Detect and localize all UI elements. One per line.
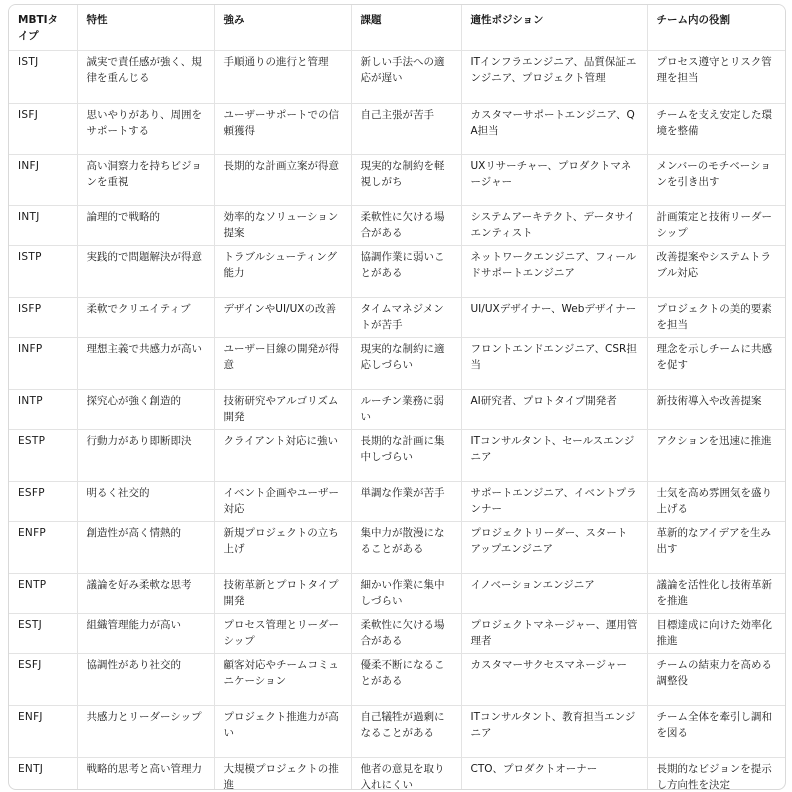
cell-team-role: プロジェクトの美的要素を担当: [647, 298, 785, 338]
cell-position: AI研究者、プロトタイプ開発者: [461, 390, 647, 430]
cell-mbti-type: ISFP: [9, 298, 77, 338]
table-header-row: [9, 5, 785, 51]
cell-trait: 理想主義で共感力が高い: [77, 338, 214, 390]
cell-mbti-type: ENFJ: [9, 706, 77, 758]
cell-position: システムアーキテクト、データサイエンティスト: [461, 206, 647, 246]
cell-position: ITインフラエンジニア、品質保証エンジニア、プロジェクト管理: [461, 51, 647, 104]
cell-challenge: 柔軟性に欠ける場合がある: [351, 206, 461, 246]
cell-trait: 戦略的思考と高い管理力: [77, 758, 214, 791]
cell-team-role: チーム全体を牽引し調和を図る: [647, 706, 785, 758]
cell-mbti-type: INTJ: [9, 206, 77, 246]
cell-team-role: チームを支え安定した環境を整備: [647, 104, 785, 155]
cell-strength: 長期的な計画立案が得意: [214, 155, 351, 206]
table-row: [9, 482, 785, 522]
cell-trait: 創造性が高く情熱的: [77, 522, 214, 574]
cell-position: プロジェクトリーダー、スタートアップエンジニア: [461, 522, 647, 574]
cell-strength: プロジェクト推進力が高い: [214, 706, 351, 758]
cell-challenge: 柔軟性に欠ける場合がある: [351, 614, 461, 654]
table-row: [9, 51, 785, 104]
cell-challenge: 現実的な制約を軽視しがち: [351, 155, 461, 206]
table-row: [9, 758, 785, 791]
cell-strength: ユーザー目線の開発が得意: [214, 338, 351, 390]
cell-challenge: 協調作業に弱いことがある: [351, 246, 461, 298]
cell-position: ネットワークエンジニア、フィールドサポートエンジニア: [461, 246, 647, 298]
cell-trait: 実践的で問題解決が得意: [77, 246, 214, 298]
table-row: [9, 338, 785, 390]
cell-challenge: 自己犠牲が過剰になることがある: [351, 706, 461, 758]
cell-challenge: 細かい作業に集中しづらい: [351, 574, 461, 614]
cell-team-role: 士気を高め雰囲気を盛り上げる: [647, 482, 785, 522]
table-row: [9, 614, 785, 654]
cell-trait: 高い洞察力を持ちビジョンを重視: [77, 155, 214, 206]
cell-strength: 大規模プロジェクトの推進: [214, 758, 351, 791]
mbti-table: [9, 5, 785, 790]
cell-trait: 協調性があり社交的: [77, 654, 214, 706]
cell-team-role: アクションを迅速に推進: [647, 430, 785, 482]
table-row: [9, 206, 785, 246]
cell-mbti-type: ISTP: [9, 246, 77, 298]
cell-position: イノベーションエンジニア: [461, 574, 647, 614]
cell-trait: 共感力とリーダーシップ: [77, 706, 214, 758]
cell-position: プロジェクトマネージャー、運用管理者: [461, 614, 647, 654]
cell-mbti-type: INFP: [9, 338, 77, 390]
cell-mbti-type: ESTP: [9, 430, 77, 482]
cell-strength: クライアント対応に強い: [214, 430, 351, 482]
cell-position: フロントエンドエンジニア、CSR担当: [461, 338, 647, 390]
cell-strength: 技術研究やアルゴリズム開発: [214, 390, 351, 430]
cell-mbti-type: ESFP: [9, 482, 77, 522]
cell-challenge: 集中力が散漫になることがある: [351, 522, 461, 574]
cell-trait: 柔軟でクリエイティブ: [77, 298, 214, 338]
header-strength: 強み: [214, 5, 351, 51]
cell-trait: 誠実で責任感が強く、規律を重んじる: [77, 51, 214, 104]
table-body: [9, 51, 785, 791]
cell-strength: 効率的なソリューション提案: [214, 206, 351, 246]
cell-trait: 明るく社交的: [77, 482, 214, 522]
cell-strength: デザインやUI/UXの改善: [214, 298, 351, 338]
mbti-table-container: [8, 4, 786, 790]
cell-strength: トラブルシューティング能力: [214, 246, 351, 298]
cell-mbti-type: ISTJ: [9, 51, 77, 104]
cell-trait: 議論を好み柔軟な思考: [77, 574, 214, 614]
cell-challenge: 他者の意見を取り入れにくい: [351, 758, 461, 791]
table-row: [9, 298, 785, 338]
cell-mbti-type: ENFP: [9, 522, 77, 574]
cell-strength: プロセス管理とリーダーシップ: [214, 614, 351, 654]
cell-team-role: 長期的なビジョンを提示し方向性を決定: [656, 763, 772, 790]
table-row: [9, 654, 785, 706]
cell-strength: イベント企画やユーザー対応: [214, 482, 351, 522]
cell-team-role: 新技術導入や改善提案: [647, 390, 785, 430]
cell-position: CTO、プロダクトオーナー: [461, 758, 647, 791]
cell-position: ITコンサルタント、セールスエンジニア: [461, 430, 647, 482]
cell-mbti-type: INFJ: [9, 155, 77, 206]
cell-strength: 手順通りの進行と管理: [214, 51, 351, 104]
cell-mbti-type: INTP: [9, 390, 77, 430]
cell-challenge: 長期的な計画に集中しづらい: [351, 430, 461, 482]
cell-challenge: 自己主張が苦手: [351, 104, 461, 155]
cell-trait: 論理的で戦略的: [77, 206, 214, 246]
table-row: [9, 522, 785, 574]
cell-position: カスタマーサクセスマネージャー: [461, 654, 647, 706]
table-row: [9, 430, 785, 482]
cell-position: サポートエンジニア、イベントプランナー: [461, 482, 647, 522]
header-team-role: チーム内の役割: [647, 5, 785, 51]
header-mbti-type: MBTIタイプ: [9, 5, 77, 51]
cell-mbti-type: ENTJ: [9, 758, 77, 791]
cell-strength: ユーザーサポートでの信頼獲得: [214, 104, 351, 155]
cell-challenge: 単調な作業が苦手: [351, 482, 461, 522]
cell-mbti-type: ESFJ: [9, 654, 77, 706]
table-row: [9, 155, 785, 206]
cell-trait: 組織管理能力が高い: [77, 614, 214, 654]
cell-challenge: タイムマネジメントが苦手: [351, 298, 461, 338]
cell-mbti-type: ENTP: [9, 574, 77, 614]
cell-team-role: 革新的なアイデアを生み出す: [647, 522, 785, 574]
cell-position: UI/UXデザイナー、Webデザイナー: [461, 298, 647, 338]
cell-strength: 顧客対応やチームコミュニケーション: [214, 654, 351, 706]
header-challenge: 課題: [351, 5, 461, 51]
cell-strength: 技術革新とプロトタイプ開発: [214, 574, 351, 614]
cell-trait: 行動力があり即断即決: [77, 430, 214, 482]
cell-team-role: 議論を活性化し技術革新を推進: [647, 574, 785, 614]
cell-trait: 思いやりがあり、周囲をサポートする: [77, 104, 214, 155]
cell-challenge: 現実的な制約に適応しづらい: [351, 338, 461, 390]
table-row: [9, 706, 785, 758]
cell-strength: 新規プロジェクトの立ち上げ: [214, 522, 351, 574]
cell-challenge: ルーチン業務に弱い: [351, 390, 461, 430]
cell-team-role: 計画策定と技術リーダーシップ: [647, 206, 785, 246]
cell-team-role: 理念を示しチームに共感を促す: [647, 338, 785, 390]
cell-trait: 探究心が強く創造的: [77, 390, 214, 430]
cell-team-role: メンバーのモチベーションを引き出す: [647, 155, 785, 206]
table-row: [9, 104, 785, 155]
cell-team-role: 目標達成に向けた効率化推進: [647, 614, 785, 654]
cell-mbti-type: ESTJ: [9, 614, 77, 654]
cell-position: ITコンサルタント、教育担当エンジニア: [461, 706, 647, 758]
cell-challenge: 新しい手法への適応が遅い: [351, 51, 461, 104]
cell-team-role: チームの結束力を高める調整役: [647, 654, 785, 706]
cell-position: UXリサーチャー、プロダクトマネージャー: [461, 155, 647, 206]
table-row: [9, 574, 785, 614]
cell-team-role: プロセス遵守とリスク管理を担当: [647, 51, 785, 104]
cell-mbti-type: ISFJ: [9, 104, 77, 155]
table-row: [9, 390, 785, 430]
cell-position: カスタマーサポートエンジニア、QA担当: [461, 104, 647, 155]
cell-team-role: 改善提案やシステムトラブル対応: [647, 246, 785, 298]
header-position: 適性ポジション: [461, 5, 647, 51]
table-row: [9, 246, 785, 298]
cell-challenge: 優柔不断になることがある: [351, 654, 461, 706]
header-trait: 特性: [77, 5, 214, 51]
